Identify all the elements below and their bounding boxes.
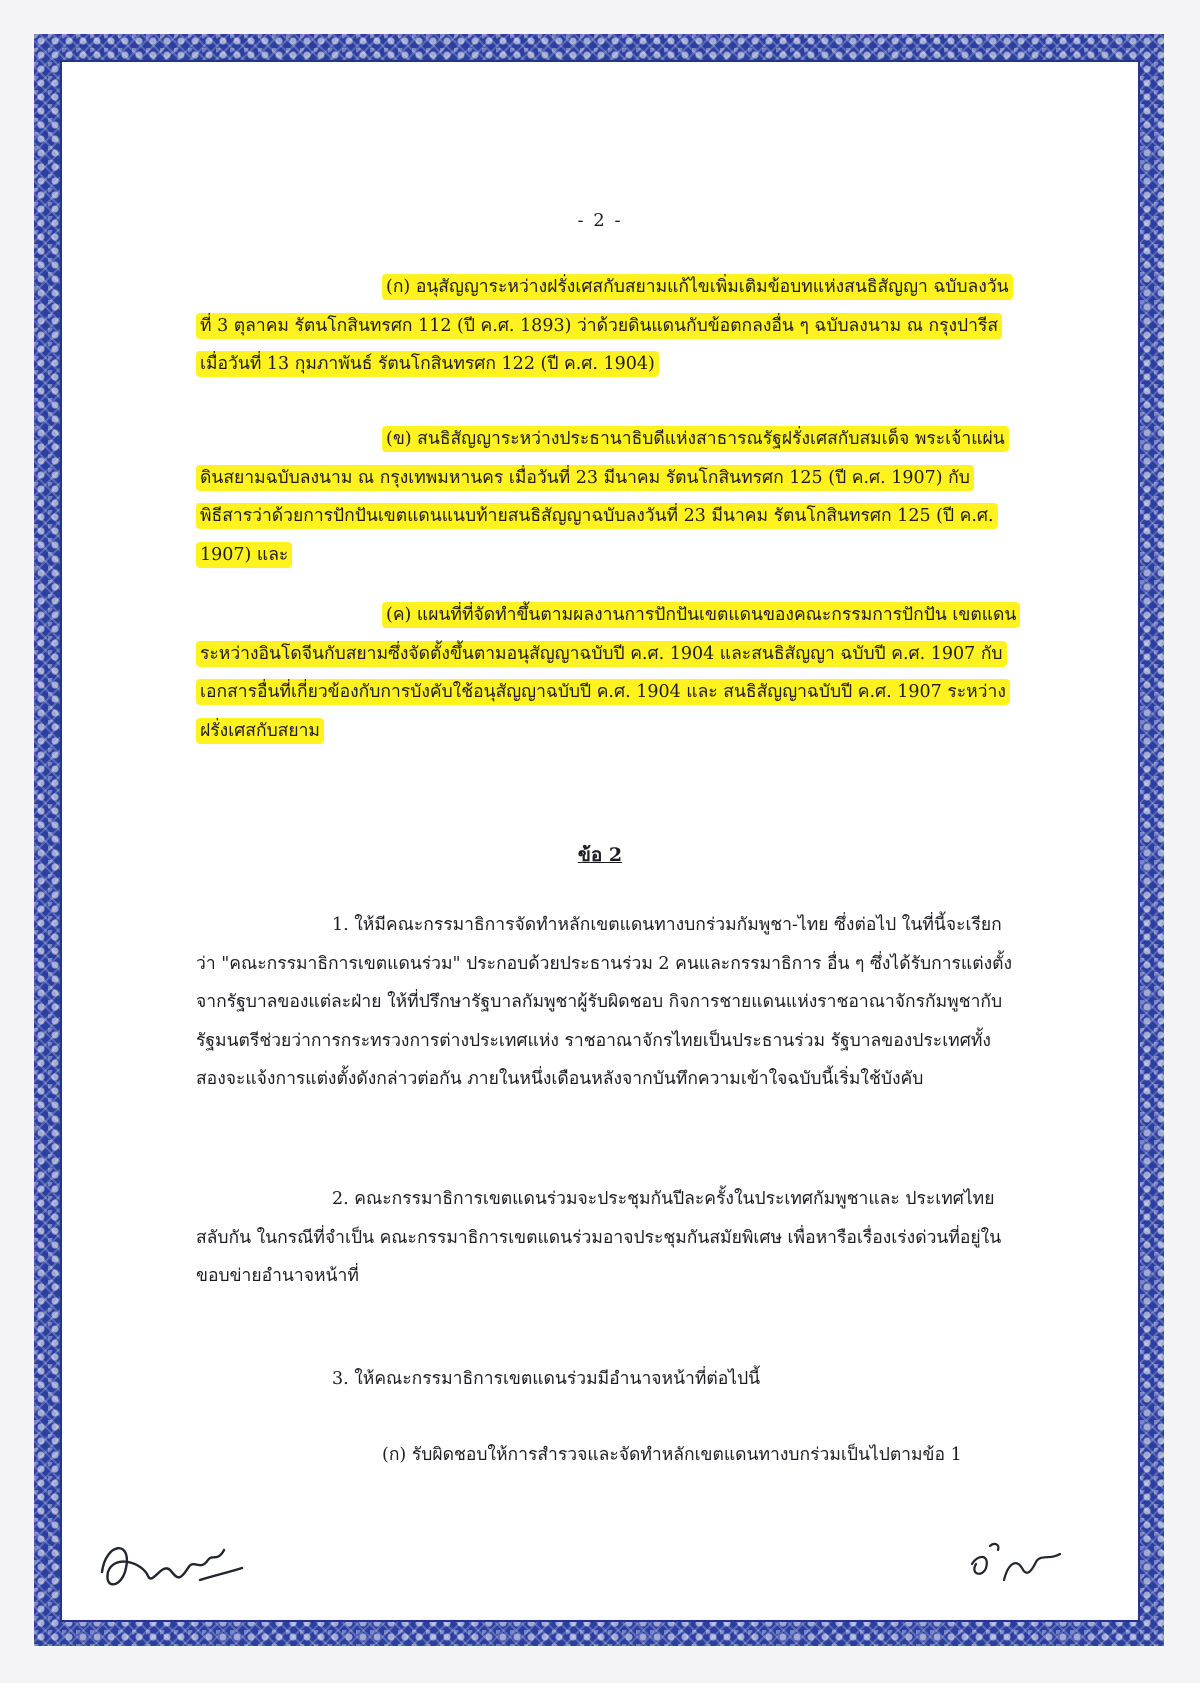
signature-left xyxy=(92,1532,252,1602)
clause-c-highlighted: (ค) แผนที่ที่จัดทำขึ้นตามผลงานการปักปันเขตแดนของคณะกรรมการปักปัน เขตแดนระหว่างอินโดจีนกับสยามซึ่งจัดตั้งขึ้นตามอนุสัญญาฉบับปี ค.ศ. 1904 และสนธิสัญญา ฉบับปี ค.ศ. 1907 กับเอกสารอื่นที่เกี่ยวข้องกับการบังคับใช้อนุสัญญาฉบับปี ค.ศ. 1904 และ สนธิสัญญาฉบับปี ค.ศ. 1907 ระหว่างฝรั่งเศสกับสยาม xyxy=(196,596,1018,750)
article-2-paragraph-1: 1. ให้มีคณะกรรมาธิการจัดทำหลักเขตแดนทางบกร่วมกัมพูชา-ไทย ซึ่งต่อไป ในที่นี้จะเรียกว่า "คณะกรรมาธิการเขตแดนร่วม" ประกอบด้วยประธานร่วม 2 คนและกรรมาธิการ อื่น ๆ ซึ่งได้รับการแต่งตั้งจากรัฐบาลของแต่ละฝ่าย ให้ที่ปรึกษารัฐบาลกัมพูชาผู้รับผิดชอบ กิจการชายแดนแห่งราชอาณาจักรกัมพูชากับรัฐมนตรีช่วยว่าการกระทรวงการต่างประเทศแห่ง ราชอาณาจักรไทยเป็นประธานร่วม รัฐบาลของประเทศทั้งสองจะแจ้งการแต่งตั้งดังกล่าวต่อกัน ภายในหนึ่งเดือนหลังจากบันทึกความเข้าใจฉบับนี้เริ่มใช้บังคับ xyxy=(196,915,1013,1089)
clause-b-highlighted: (ข) สนธิสัญญาระหว่างประธานาธิบดีแห่งสาธารณรัฐฝรั่งเศสกับสมเด็จ พระเจ้าแผ่นดินสยามฉบับลงนาม ณ กรุงเทพมหานคร เมื่อวันที่ 23 มีนาคม รัตนโกสินทรศก 125 (ปี ค.ศ. 1907) กับพิธีสารว่าด้วยการปักปันเขตแดนแนบท้ายสนธิสัญญาฉบับลงวันที่ 23 มีนาคม รัตนโกสินทรศก 125 (ปี ค.ศ. 1907) และ xyxy=(196,420,1018,574)
signature-right xyxy=(960,1534,1080,1594)
article-2-paragraph-3: 3. ให้คณะกรรมาธิการเขตแดนร่วมมีอำนาจหน้าที่ต่อไปนี้ xyxy=(332,1369,761,1389)
section-heading: ข้อ 2 xyxy=(577,844,623,866)
article-2-subclause-a: (ก) รับผิดชอบให้การสำรวจและจัดทำหลักเขตแดนทางบกร่วมเป็นไปตามข้อ 1 xyxy=(382,1445,962,1465)
page-number: - 2 - xyxy=(577,210,623,231)
article-2-paragraph-2: 2. คณะกรรมาธิการเขตแดนร่วมจะประชุมกันปีละครั้งในประเทศกัมพูชาและ ประเทศไทยสลับกัน ในกรณีที่จำเป็น คณะกรรมาธิการเขตแดนร่วมอาจประชุมกันสมัยพิเศษ เพื่อหารือเรื่องเร่งด่วนที่อยู่ในขอบข่ายอำนาจหน้าที่ xyxy=(196,1189,1002,1286)
clause-a-highlighted: (ก) อนุสัญญาระหว่างฝรั่งเศสกับสยามแก้ไขเพิ่มเติมข้อบทแห่งสนธิสัญญา ฉบับลงวันที่ 3 ตุลาคม รัตนโกสินทรศก 112 (ปี ค.ศ. 1893) ว่าด้วยดินแดนกับข้อตกลงอื่น ๆ ฉบับลงนาม ณ กรุงปารีส เมื่อวันที่ 13 กุมภาพันธ์ รัตนโกสินทรศก 122 (ปี ค.ศ. 1904) xyxy=(196,268,1018,384)
